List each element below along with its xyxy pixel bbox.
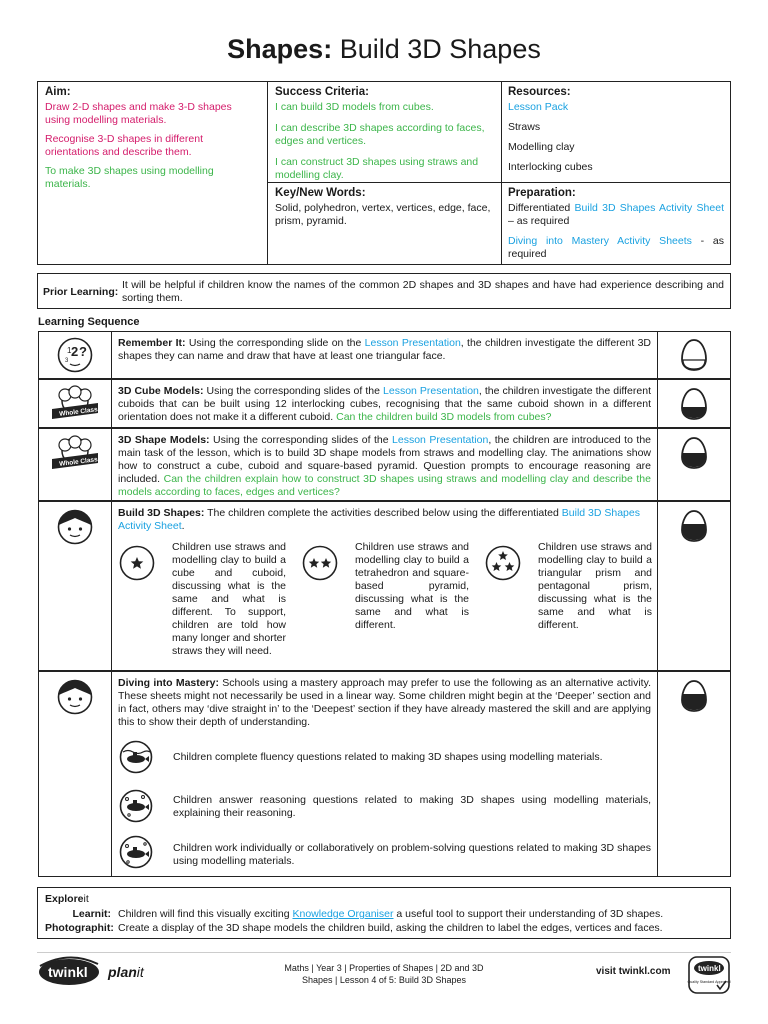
svg-text:Whole Class: Whole Class	[58, 456, 99, 468]
one-star-text: Children use straws and modelling clay to build a cube and cuboid, discussing what is the same and what is different. To support, children are told how many longer and shorter straws they will need.	[172, 541, 286, 657]
knowledge-organiser-link[interactable]: Knowledge Organiser	[292, 908, 394, 920]
egg-difficulty-icon	[680, 387, 708, 421]
remember-it-row	[38, 331, 731, 379]
build-shapes-text: Build 3D Shapes: The children complete the activities described below using the differentiated Build 3D Shapes Activity Sheet.	[118, 507, 640, 532]
preparation-item: Differentiated Build 3D Shapes Activity Sheet – as required	[508, 202, 724, 227]
svg-text:Whole Class: Whole Class	[58, 406, 99, 418]
three-star-text: Children use straws and modelling clay to build a triangular prism and pentagonal prism, discussing what is the same and what is different.	[538, 541, 652, 631]
reasoning-sub-icon	[119, 789, 153, 823]
mastery-sheets-link[interactable]: Diving into Mastery Activity Sheets	[508, 235, 692, 247]
child-face-icon	[57, 509, 93, 545]
reasoning-text: Children answer reasoning questions related to making 3D shapes using modelling materials, explaining their reasoning.	[173, 794, 651, 819]
title-rest: Build 3D Shapes	[332, 34, 541, 64]
twinkl-logo	[36, 954, 102, 988]
aim-item: Draw 2-D shapes and make 3-D shapes using modelling materials.	[45, 101, 232, 126]
whole-class-icon	[49, 433, 101, 475]
egg-difficulty-icon	[680, 679, 708, 713]
success-item: I can build 3D models from cubes.	[275, 101, 434, 113]
prior-learning-label: Prior Learning:	[43, 286, 119, 298]
learnit-text: Children will find this visually exciting Knowledge Organiser a useful tool to support their understanding of 3D shapes.	[118, 908, 664, 920]
resource-item: Straws	[508, 121, 541, 133]
svg-text:twinkl: twinkl	[48, 964, 88, 980]
aim-heading: Aim:	[45, 86, 71, 98]
success-item: I can construct 3D shapes using straws and modelling clay.	[275, 156, 479, 181]
child-face-icon	[57, 679, 93, 715]
activity-sheet-link[interactable]: Build 3D Shapes Activity Sheet	[118, 507, 640, 532]
svg-text:twinkl: twinkl	[698, 964, 721, 973]
learnit-label: Learnit:	[72, 908, 111, 920]
planit-logo: planit	[108, 964, 144, 980]
one-star-icon	[119, 545, 155, 581]
svg-text:?: ?	[79, 344, 87, 359]
title-bold: Shapes:	[227, 34, 333, 64]
three-star-icon	[485, 545, 521, 581]
activity-sheet-link[interactable]: Build 3D Shapes Activity Sheet	[574, 202, 724, 214]
quality-badge-icon	[687, 955, 731, 995]
whole-class-icon	[49, 383, 101, 425]
prior-learning-text: It will be helpful if children know the names of the common 2D shapes and 3D shapes and have had experience describing and sorting them.	[122, 279, 724, 304]
aim-cell	[45, 86, 257, 197]
preparation-item: Diving into Mastery Activity Sheets - as required	[508, 235, 724, 260]
learning-sequence-heading: Learning Sequence	[38, 316, 140, 328]
shape-models-row	[38, 428, 731, 501]
page-title	[0, 34, 768, 65]
egg-difficulty-icon	[680, 338, 708, 372]
keywords-heading: Key/New Words:	[275, 187, 366, 199]
resources-heading: Resources:	[508, 86, 571, 98]
two-star-icon	[302, 545, 338, 581]
shape-models-text: 3D Shape Models: Using the corresponding slides of the Lesson Presentation, the children are introduced to the main task of the lesson, which is to build 3D shape models from straws and modelling clay. The animations show how to construct a cube, cuboid and square-based pyramid. Question prompts to encourage reasoning are included. Can the children explain how to construct 3D shapes using straws and modelling clay and describe the models according to faces, edges and vertices?	[118, 434, 652, 498]
lesson-presentation-link[interactable]: Lesson Presentation	[364, 337, 461, 349]
visit-twinkl-link[interactable]: visit twinkl.com	[596, 966, 671, 977]
prior-learning-box	[37, 273, 731, 309]
resources-cell	[508, 86, 724, 180]
mastery-text: Diving into Mastery: Schools using a mastery approach may prefer to use the following as an alternative activity. These sheets might not necessarily be used in a linear way. Some children might begin at the ‘Deeper’ section and in fact, others may ‘dive straight in’ to the ‘Deepest’ section if they have already mastered the skill and are applying this to show their depth of understanding.	[118, 677, 651, 728]
lesson-presentation-link[interactable]: Lesson Presentation	[392, 434, 489, 446]
mastery-row	[38, 671, 731, 877]
keywords-text: Solid, polyhedron, vertex, vertices, edge, face, prism, pyramid.	[275, 202, 491, 227]
question-face-icon	[57, 337, 93, 373]
footer-lesson-info: Maths | Year 3 | Properties of Shapes | 2D and 3D Shapes | Lesson 4 of 5: Build 3D Shapes	[284, 963, 484, 985]
success-cell	[275, 86, 495, 188]
cube-models-text: 3D Cube Models: Using the corresponding slides of the Lesson Presentation, the children investigate the different cuboids that can be built using 12 interlocking cubes, recognising that the same cuboid shown in a different orientation does not make it a different cuboid. Can the children build 3D models from cubes?	[118, 385, 651, 423]
egg-difficulty-icon	[680, 436, 708, 470]
preparation-heading: Preparation:	[508, 187, 576, 199]
photographit-label: Photographit:	[45, 922, 114, 934]
photographit-text: Create a display of the 3D shape models the children build, asking the children to label the edges, vertices and faces.	[118, 922, 663, 934]
remember-it-text: Remember It: Using the corresponding slide on the Lesson Presentation, the children investigate the different 3D shapes they can name and draw that have at least one triangular face.	[118, 337, 651, 362]
preparation-cell	[508, 187, 724, 261]
problem-solving-text: Children work individually or collaboratively on problem-solving questions related to making 3D shapes using modelling materials.	[173, 842, 651, 867]
success-heading: Success Criteria:	[275, 86, 369, 98]
footer-divider	[37, 952, 731, 953]
fluency-sub-icon	[119, 740, 153, 774]
svg-text:2: 2	[71, 344, 79, 359]
overview-table	[37, 81, 731, 265]
aim-item: Recognise 3-D shapes in different orientations and describe them.	[45, 133, 203, 158]
build-shapes-row	[38, 501, 731, 671]
fluency-text: Children complete fluency questions related to making 3D shapes using modelling materials.	[173, 751, 603, 763]
egg-difficulty-icon	[680, 509, 708, 543]
resource-item: Modelling clay	[508, 141, 575, 153]
svg-text:1: 1	[67, 346, 72, 355]
success-item: I can describe 3D shapes according to faces, edges and vertices.	[275, 122, 485, 147]
explore-heading: Exploreit	[45, 893, 89, 905]
two-star-text: Children use straws and modelling clay to build a tetrahedron and square-based pyramid, discussing what is the same and what is different.	[355, 541, 469, 631]
explore-box	[37, 887, 731, 939]
svg-text:Quality Standard Approved: Quality Standard Approved	[687, 980, 731, 984]
resource-item: Interlocking cubes	[508, 161, 593, 173]
cube-models-row	[38, 379, 731, 428]
lesson-pack-link[interactable]: Lesson Pack	[508, 101, 569, 113]
svg-text:3: 3	[65, 358, 69, 364]
problem-solving-sub-icon	[119, 835, 153, 869]
keywords-cell	[275, 187, 495, 228]
lesson-presentation-link[interactable]: Lesson Presentation	[383, 385, 479, 397]
aim-item: To make 3D shapes using modelling materials.	[45, 165, 214, 190]
